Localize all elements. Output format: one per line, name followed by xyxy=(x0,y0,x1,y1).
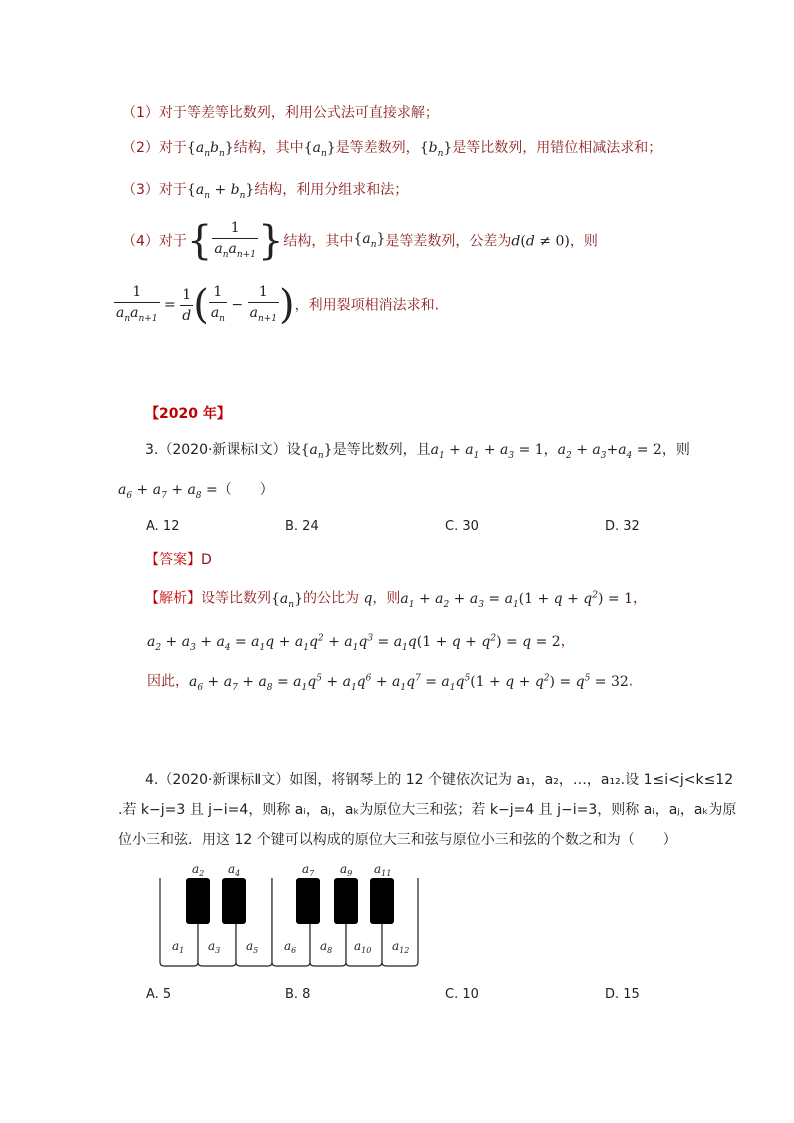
q3-analysis-seq: $\{a_n\}$ xyxy=(271,590,303,610)
q4-line1: 4.（2020·新课标Ⅱ文）如图，将钢琴上的 12 个键依次记为 a₁，a₂，…，a₁₂.设 1≤i<j<k≤12 xyxy=(145,772,734,788)
black-key-a7 xyxy=(296,878,320,924)
label-a4: $a_4$ xyxy=(228,862,241,878)
black-key-a4 xyxy=(222,878,246,924)
q4-line3: 位小三和弦．用这 12 个键可以构成的原位大三和弦与原位小三和弦的个数之和为（ ） xyxy=(118,832,677,848)
label-a10: $a_{10}$ xyxy=(354,939,372,955)
q3-analysis-pre: 设等比数列 xyxy=(201,590,271,607)
q3-analysis-mid2: ，则 xyxy=(372,590,401,607)
split-formula: $\frac{1}{a_na_{n+1}}$ = $\frac{1}{d}$ ( $\frac{1}{a_n}$ − $\frac{1}{a_{n+1}}$ ) xyxy=(116,282,295,329)
q3-analysis-line3: 因此，$a_6 + a_7 + a_8 = a_1q^5 + a_1q^6 + a_1q^7 = a_1q^5(1 + q + q^2) = q^5 = 32$. xyxy=(147,673,634,693)
q3-option-c: C. 30 xyxy=(445,519,479,534)
summary-item-3 xyxy=(122,180,408,206)
item4-a: $\{a_n\}$ xyxy=(353,230,386,250)
item2-pre: （2）对于 xyxy=(122,140,187,156)
label-a11: $a_{11}$ xyxy=(374,862,392,878)
label-a6: $a_6$ xyxy=(284,939,297,955)
year-heading-text: 【2020 年】 xyxy=(145,406,231,422)
q3-answer xyxy=(145,550,212,570)
q3-analysis-line1: 【解析】设等比数列$\{a_n\}$的公比为 q，则$a_1 + a_2 + a_3 = a_1(1 + q + q^2) = 1$， xyxy=(145,590,647,610)
black-key-a2 xyxy=(186,878,210,924)
label-a1: $a_1$ xyxy=(172,939,185,955)
item3-sum: $\{a_n + b_n\}$ xyxy=(186,182,255,201)
item4-mid2: 是等差数列，公差为 xyxy=(385,233,512,250)
q3-cond1: $a_1 + a_1 + a_3 = 1$ xyxy=(430,442,544,461)
summary-item-2 xyxy=(122,138,662,164)
q3-analysis-line2: $a_2 + a_3 + a_4 = a_1q + a_1q^2 + a_1q^3 = a_1q(1 + q + q^2) = q = 2$， xyxy=(147,633,575,653)
q4-option-d: D. 15 xyxy=(605,987,640,1002)
item2-post: 是等比数列，用错位相减法求和； xyxy=(452,140,663,156)
summary-item-1: （1）对于等差等比数列，利用公式法可直接求解； xyxy=(122,105,439,121)
label-a8: $a_8$ xyxy=(320,939,333,955)
item3-pre: （3）对于 xyxy=(122,182,187,198)
item2-mid1: 结构，其中 xyxy=(233,140,304,156)
q3-stem: 3.（2020·新课标Ⅰ文）设$\{a_n\}$是等比数列，且$a_1 + a_1 + a_3 = 1$，$a_2 + a_3+a_4 = 2$，则 xyxy=(145,442,690,461)
item4-frac-set: { $\frac{1}{a_na_{n+1}}$ } xyxy=(186,218,284,265)
q3-stem-mid: 是等比数列，且 xyxy=(332,442,431,458)
q3-analysis-mid: 的公比为 xyxy=(303,590,359,607)
q3-seq: $\{a_n\}$ xyxy=(300,442,333,461)
q3-stem-pre: 3.（2020·新课标Ⅰ文）设 xyxy=(145,442,301,458)
item4-pre: （4）对于 xyxy=(122,233,187,250)
q3-analysis-label: 【解析】 xyxy=(145,590,201,607)
item2-a: $\{a_n\}$ xyxy=(303,140,336,159)
summary-item-5 xyxy=(114,282,439,329)
summary-item-4 xyxy=(122,218,598,265)
q4-option-b: B. 8 xyxy=(285,987,311,1002)
item2-ab: $\{a_nb_n\}$ xyxy=(186,140,234,159)
q3-option-a: A. 12 xyxy=(146,519,180,534)
label-a9: $a_9$ xyxy=(340,862,353,878)
black-key-a11 xyxy=(370,878,394,924)
label-a7: $a_7$ xyxy=(302,862,315,878)
q3-stem-end: ，则 xyxy=(661,442,690,458)
label-a5: $a_5$ xyxy=(246,939,259,955)
item5-post: ，利用裂项相消法求和. xyxy=(294,297,440,314)
q3-option-b: B. 24 xyxy=(285,519,319,534)
item4-post: ，则 xyxy=(569,233,598,250)
q3-cond2: $a_2 + a_3+a_4 = 2$ xyxy=(557,442,662,461)
item4-d: d(d ≠ 0) xyxy=(511,233,570,250)
year-heading xyxy=(145,403,231,423)
label-a3: $a_3$ xyxy=(208,939,221,955)
item3-post: 结构，利用分组求和法； xyxy=(254,182,409,198)
q3-therefore: 因此， xyxy=(147,673,189,690)
q4-option-c: C. 10 xyxy=(445,987,479,1002)
piano-diagram xyxy=(150,858,430,970)
item2-b: $\{b_n\}$ xyxy=(419,140,453,159)
q3-option-d: D. 32 xyxy=(605,519,640,534)
q4-option-a: A. 5 xyxy=(146,987,172,1002)
item4-mid1: 结构，其中 xyxy=(283,233,354,250)
q4-line2: .若 k−j=3 且 j−i=4，则称 aᵢ，aⱼ，aₖ为原位大三和弦；若 k−j=4 且 j−i=3，则称 aᵢ，aⱼ，aₖ为原 xyxy=(118,802,737,818)
label-a12: $a_{12}$ xyxy=(392,939,410,955)
item2-mid2: 是等差数列， xyxy=(335,140,420,156)
label-a2: $a_2$ xyxy=(192,862,205,878)
q3-answer-label: 【答案】 xyxy=(145,552,201,568)
black-key-a9 xyxy=(334,878,358,924)
q3-target: $a_6 + a_7 + a_8$ =（ ） xyxy=(118,482,274,501)
q3-answer-value: D xyxy=(201,552,212,568)
